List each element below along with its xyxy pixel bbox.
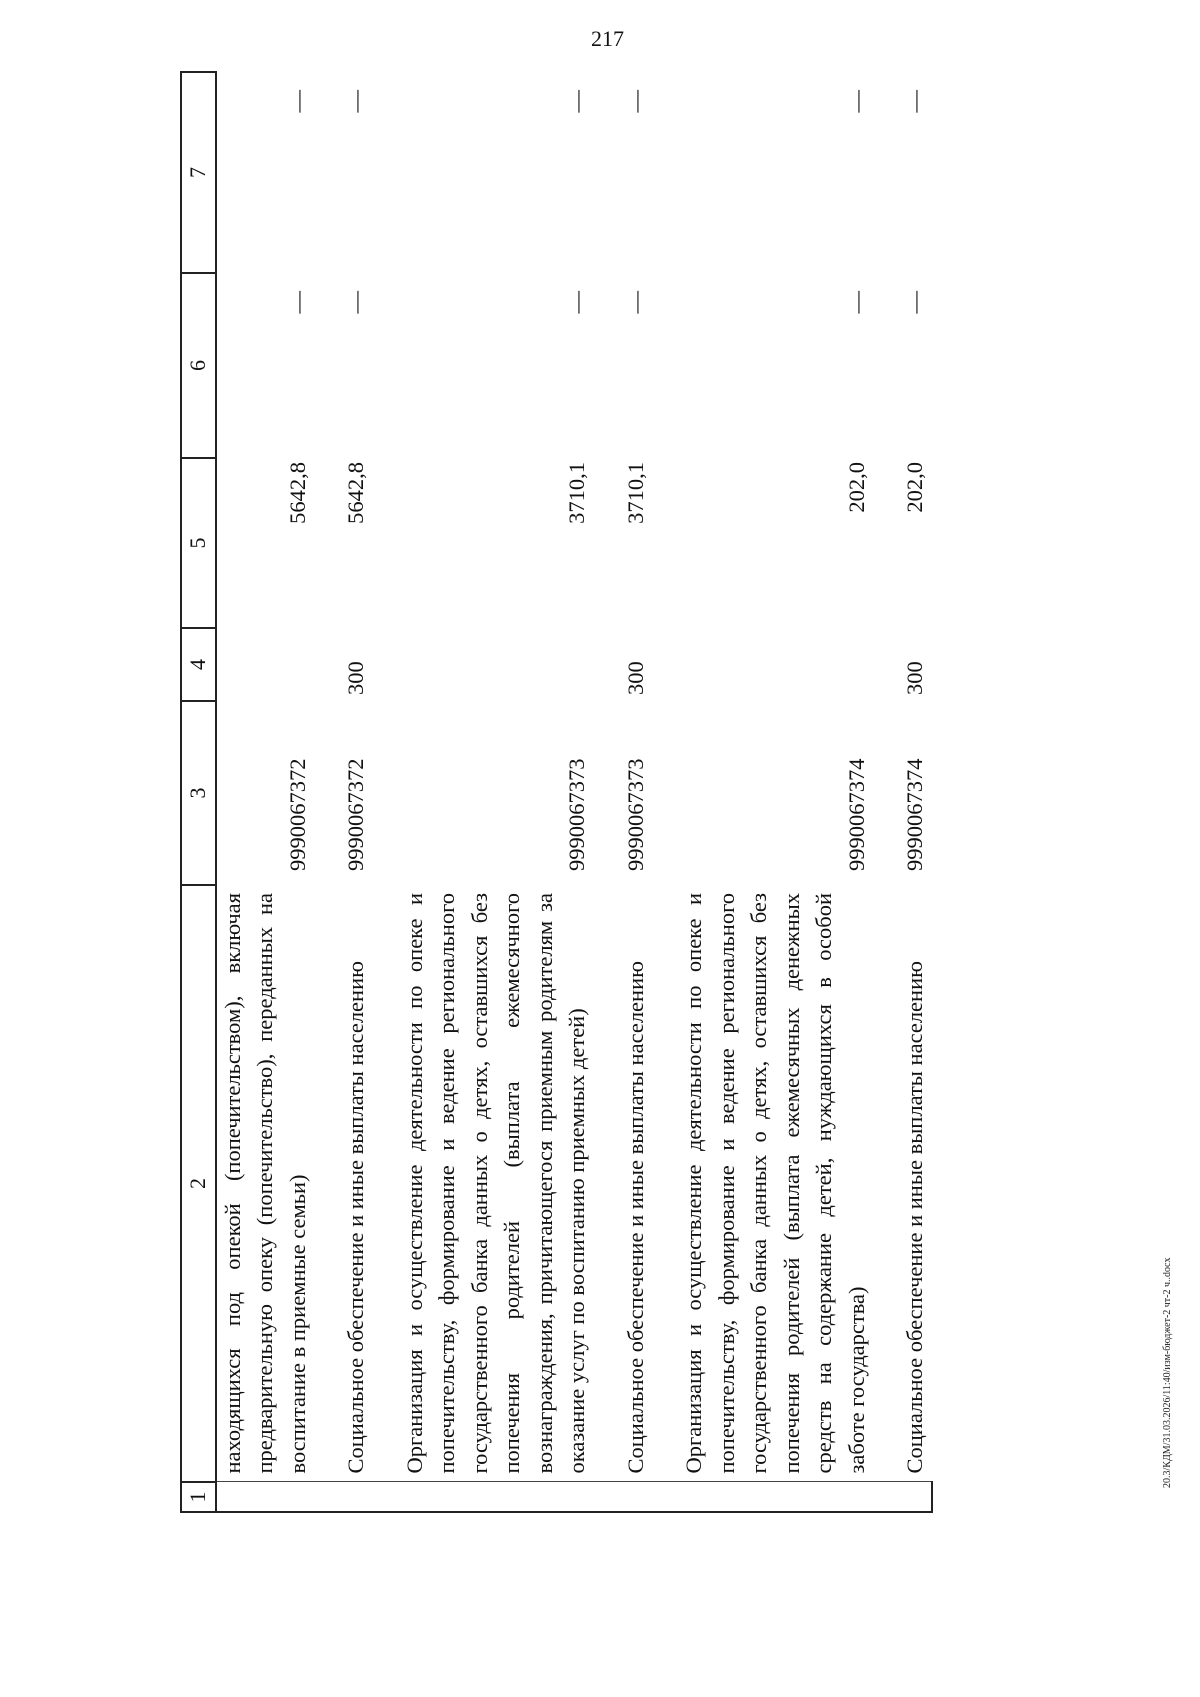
column-6-value: — [622, 291, 648, 314]
table-row [678, 72, 873, 1512]
target-article-code: 9990067372 [284, 758, 310, 871]
expense-name: Социальное обеспечение и иные выплаты населению [902, 961, 927, 1474]
expense-type-code: 300 [343, 661, 368, 695]
target-article-code: 9990067373 [622, 758, 648, 871]
expense-name: Социальное обеспечение и иные выплаты населению [343, 961, 368, 1474]
page-number: 217 [591, 26, 624, 51]
column-6-value: — [284, 291, 310, 314]
target-article-code: 9990067374 [843, 758, 869, 871]
table-row [340, 72, 373, 1512]
expense-name: Социальное обеспечение и иные выплаты населению [622, 961, 648, 1474]
budget-table [180, 71, 933, 1513]
row-spacer [314, 72, 340, 1512]
row-number-cell [216, 1482, 315, 1512]
column-6-value: — [902, 291, 927, 314]
row-spacer [652, 72, 678, 1512]
row-number-cell [678, 1482, 873, 1512]
column-header: 4 [181, 628, 216, 701]
table-row [399, 72, 594, 1512]
column-header: 6 [181, 273, 216, 458]
column-7-value: — [284, 90, 310, 113]
expense-type-code [399, 628, 594, 701]
column-7-value: — [843, 90, 869, 113]
amount-value: 202,0 [902, 462, 927, 513]
target-article-code: 9990067372 [343, 758, 368, 871]
expense-name: Организация и осуществление деятельности по опеке и попечительству, формирование и ведение регионального государственного банка данных о детях, оставшихся без попечения родителей (выплата ежемесячного вознаграждения, причитающегося приемным родителям за оказание услуг по воспитанию приемных детей) [401, 893, 589, 1474]
target-article-code: 9990067373 [564, 758, 589, 871]
column-header: 1 [181, 1482, 216, 1512]
table-row [216, 72, 315, 1512]
row-spacer [594, 72, 620, 1512]
column-7-value: — [902, 90, 927, 113]
table-row [899, 72, 932, 1512]
expense-type-code [678, 628, 873, 701]
target-article-code: 9990067374 [902, 758, 927, 871]
amount-value: 3710,1 [564, 462, 589, 524]
table-row [620, 72, 653, 1512]
row-number-cell [399, 1482, 594, 1512]
rotated-table-container [180, 73, 1080, 1513]
amount-value: 3710,1 [622, 462, 648, 524]
column-7-value: — [622, 90, 648, 113]
amount-value: 202,0 [843, 462, 869, 513]
amount-value: 5642,8 [284, 462, 310, 524]
column-6-value: — [843, 291, 869, 314]
row-number-cell [340, 1482, 373, 1512]
row-number-cell [620, 1482, 653, 1512]
expense-name: находящихся под опекой (попечительством), включая предварительную опеку (попечительство), переданных на воспитание в приемные семьи) [219, 893, 310, 1474]
row-spacer [873, 72, 899, 1512]
column-header: 3 [181, 701, 216, 885]
column-header: 5 [181, 458, 216, 628]
column-header: 2 [181, 885, 216, 1482]
row-number-cell [899, 1482, 932, 1512]
column-header: 7 [181, 72, 216, 273]
expense-type-code: 300 [622, 661, 648, 695]
column-6-value: — [564, 291, 589, 314]
row-spacer [373, 72, 399, 1512]
column-7-value: — [343, 90, 368, 113]
expense-type-code [216, 628, 315, 701]
expense-name: Организация и осуществление деятельности по опеке и попечительству, формирование и ведение регионального государственного банка данных о детях, оставшихся без попечения родителей (выплата ежемесячных денежных средств на содержание детей, нуждающихся в особой заботе государства) [681, 893, 869, 1474]
column-6-value: — [343, 291, 368, 314]
table-header-row [181, 72, 216, 1512]
expense-type-code: 300 [902, 661, 927, 695]
document-footer-code: 20.3/КДМ/31.03.2026/11:40/изм-бюджет-2 чт-2 ч..docx [1162, 1257, 1173, 1488]
column-7-value: — [564, 90, 589, 113]
amount-value: 5642,8 [343, 462, 368, 524]
